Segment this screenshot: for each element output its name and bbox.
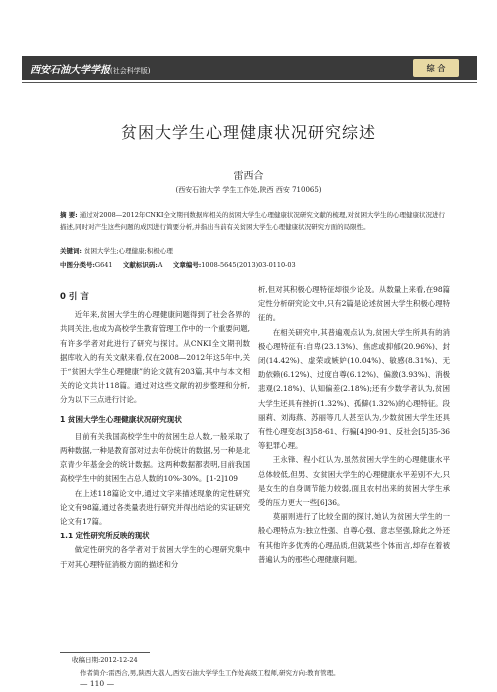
keywords-text: 贫困大学生;心理健康;积极心理: [83, 247, 173, 255]
right-paragraph-1: 析,但对其积极心理特征却很少论及。从数量上来看,在98篇定性分析研究论文中,只有2篇是论述贫困大学生积极心理特征的。: [258, 285, 450, 323]
section1-paragraph-1: 目前有关我国高校学生中的贫困生总人数,一般采取了两种数据,一种是教育部对过去年份统计的数据,另一种是北京青少年基金会的统计数据。这两种数据都表明,目前我国高校学生中的贫困生占总人数的10%-30%。[1-2]109: [60, 431, 250, 484]
paper-title: 贫困大学生心理健康状况研究综述: [120, 123, 376, 142]
header-divider: [22, 82, 477, 83]
right-paragraph-3: 王永锋、程小红认为,虽然贫困大学生的心理健康水平总体较低,但男、女贫困大学生的心理健康水平差别不大,只是女生的自身调节能力较弱,面且农村出来的贫困大学生承受的压力更大一些[6]36。: [258, 455, 450, 508]
author-affiliation: (西安石油大学 学生工作处,陕西 西安 710065): [175, 186, 322, 194]
section1-paragraph-2: 在上述118篇论文中,通过文字来描述现象的定性研究论文有98篇,通过各类量表进行研究并得出结论的实证研究论文有17篇。: [60, 488, 250, 527]
right-column: [258, 283, 450, 567]
intro-paragraph: 近年来,贫困大学生的心理健康问题得到了社会各界的共同关注,也成为高校学生教育管理工作中的一个重要问题,有许多学者对此进行了研究与探讨。从CNKI全文期刊数据库收入的有关文献来看,仅在2008—2012年这5年中,关于“贫困大学生心理健康”的论文就有203篇,其中与本文相关的论文共计118篇。通过对这些文献的初步整理和分析,分为以下三点进行讨论。: [60, 310, 250, 405]
right-paragraph-2: 在相关研究中,其普遍观点认为,贫困大学生所具有的消极心理特征有:自卑(23.13%)、焦虑或抑郁(20.96%)、封闭(14.42%)、虚荣或嫉妒(10.04%)、敏感(8.31%)、无助依赖(6.12%)、过度自尊(6.12%)、偏激(3.93%)、消极悲观(2.18%)、认知偏差(2.18%);还有少数学者认为,贫困大学生还具有挫折(1.32%)、孤僻(1.32%)的心理特征。段丽莉、刘海燕、苏丽等几人甚至认为,少数贫困大学生还具有性心理变态[3]58-61、行骗[4]90-91、反社会[5]35-36等犯罪心理。: [258, 327, 450, 451]
section-tag: 综 合: [413, 59, 459, 77]
abstract-text: 通过对2008—2012年CNKI全文期刊数据库相关的贫困大学生心理健康状况研究文献的梳理,对贫困大学生的心理健康状况进行描述,同时对产生这些问题的成因进行简要分析,并指出当前有关贫困大学生心理健康状况研究方面的局限性。: [60, 211, 445, 231]
subsection-paragraph: 做定性研究的各学者对于贫困大学生的心理研究集中于对其心理特征消极方面的描述和分: [60, 545, 250, 569]
classification-line: 中图分类号:G641 文献标识码:A 文章编号:1008-5645(2013)03-0110-03: [60, 261, 296, 269]
abstract-label: 摘 要:: [60, 211, 78, 219]
footnote-divider: [60, 652, 150, 653]
keywords: 关键词: 贫困大学生;心理健康;积极心理: [60, 247, 173, 255]
heading-introduction: 0 引 言: [60, 292, 89, 302]
author-name: 雷西合: [233, 171, 264, 182]
author-bio: 作者简介:雷西合,男,陕西大荔人,西安石油大学学生工作处高级工程师,研究方向:教育管理。: [80, 669, 340, 677]
abstract: [60, 210, 445, 233]
page-number: — 110 —: [80, 679, 115, 688]
left-column: [60, 288, 250, 572]
received-date: 收稿日期:2012-12-24: [72, 656, 138, 664]
heading-section-1: 1 贫困大学生心理健康状况研究现状: [60, 414, 182, 424]
heading-subsection-1-1: 1.1 定性研究所反映的现状: [60, 531, 150, 541]
journal-title: 西安石油大学学报(社会科学版): [30, 65, 151, 76]
right-paragraph-4: 莫丽则进行了比较全面的探讨,她认为贫困大学生的一般心理特点为:独立性强、自尊心强、意志坚强,除此之外还有其他许多优秀的心理品质,但就某些个体而言,却存在着被普遍认为的那些心理健康问题。: [258, 512, 450, 564]
